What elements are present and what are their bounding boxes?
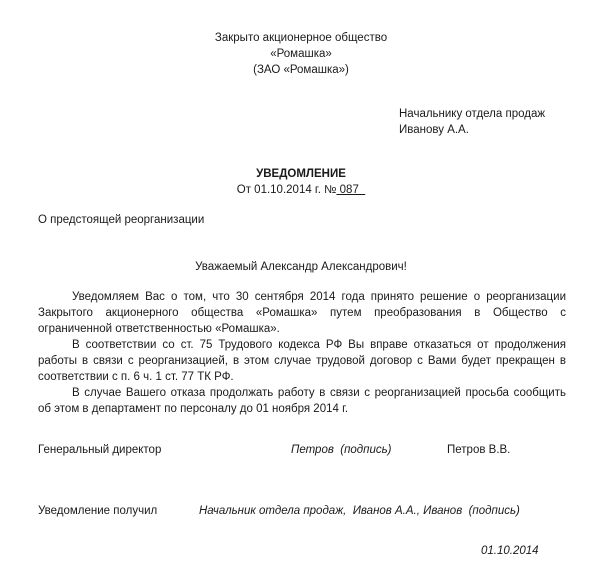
document-number: 087 bbox=[336, 184, 366, 196]
addressee-position: Начальнику отдела продаж bbox=[399, 108, 546, 120]
signer-position: Генеральный директор bbox=[38, 444, 162, 456]
body-paragraph-1: Уведомляем Вас о том, что 30 сентября 2014 года принято решение о реорганизации Закрытого акционерного общества «Ромашка» путем преобразования в Общество с ограниченной ответственностью «Ромашка». bbox=[38, 291, 566, 335]
receipt-date: 01.10.2014 bbox=[481, 545, 539, 557]
signer-name: Петров В.В. bbox=[447, 444, 511, 456]
signer-signature: Петров (подпись) bbox=[291, 444, 392, 456]
document-title: УВЕДОМЛЕНИЕ bbox=[256, 168, 346, 180]
body-paragraph-3: В случае Вашего отказа продолжать работу в связи с реорганизацией просьба сообщить об этом в департамент по персоналу до 01 ноября 2014 г. bbox=[38, 387, 566, 415]
company-name-line1: Закрыто акционерное общество bbox=[214, 32, 388, 44]
company-name-line3: (ЗАО «Ромашка») bbox=[253, 64, 349, 76]
company-name-line2: «Ромашка» bbox=[270, 48, 332, 60]
addressee-name: Иванову А.А. bbox=[399, 124, 469, 136]
body-paragraph-2: В соответствии со ст. 75 Трудового кодекса РФ Вы вправе отказаться от продолжения работы в связи с реорганизацией, в этом случае трудовой договор с Вами будет прекращен в соответствии с п. 6 ч. 1 ст. 77 ТК РФ. bbox=[38, 339, 566, 383]
document-subject: О предстоящей реорганизации bbox=[38, 214, 205, 226]
document-date: От 01.10.2014 г. № bbox=[236, 184, 337, 196]
receipt-details: Начальник отдела продаж, Иванов А.А., Иванов (подпись) bbox=[199, 505, 520, 517]
salutation: Уважаемый Александр Александрович! bbox=[195, 261, 407, 273]
receipt-label: Уведомление получил bbox=[38, 505, 158, 517]
document-date-number bbox=[0, 182, 602, 198]
